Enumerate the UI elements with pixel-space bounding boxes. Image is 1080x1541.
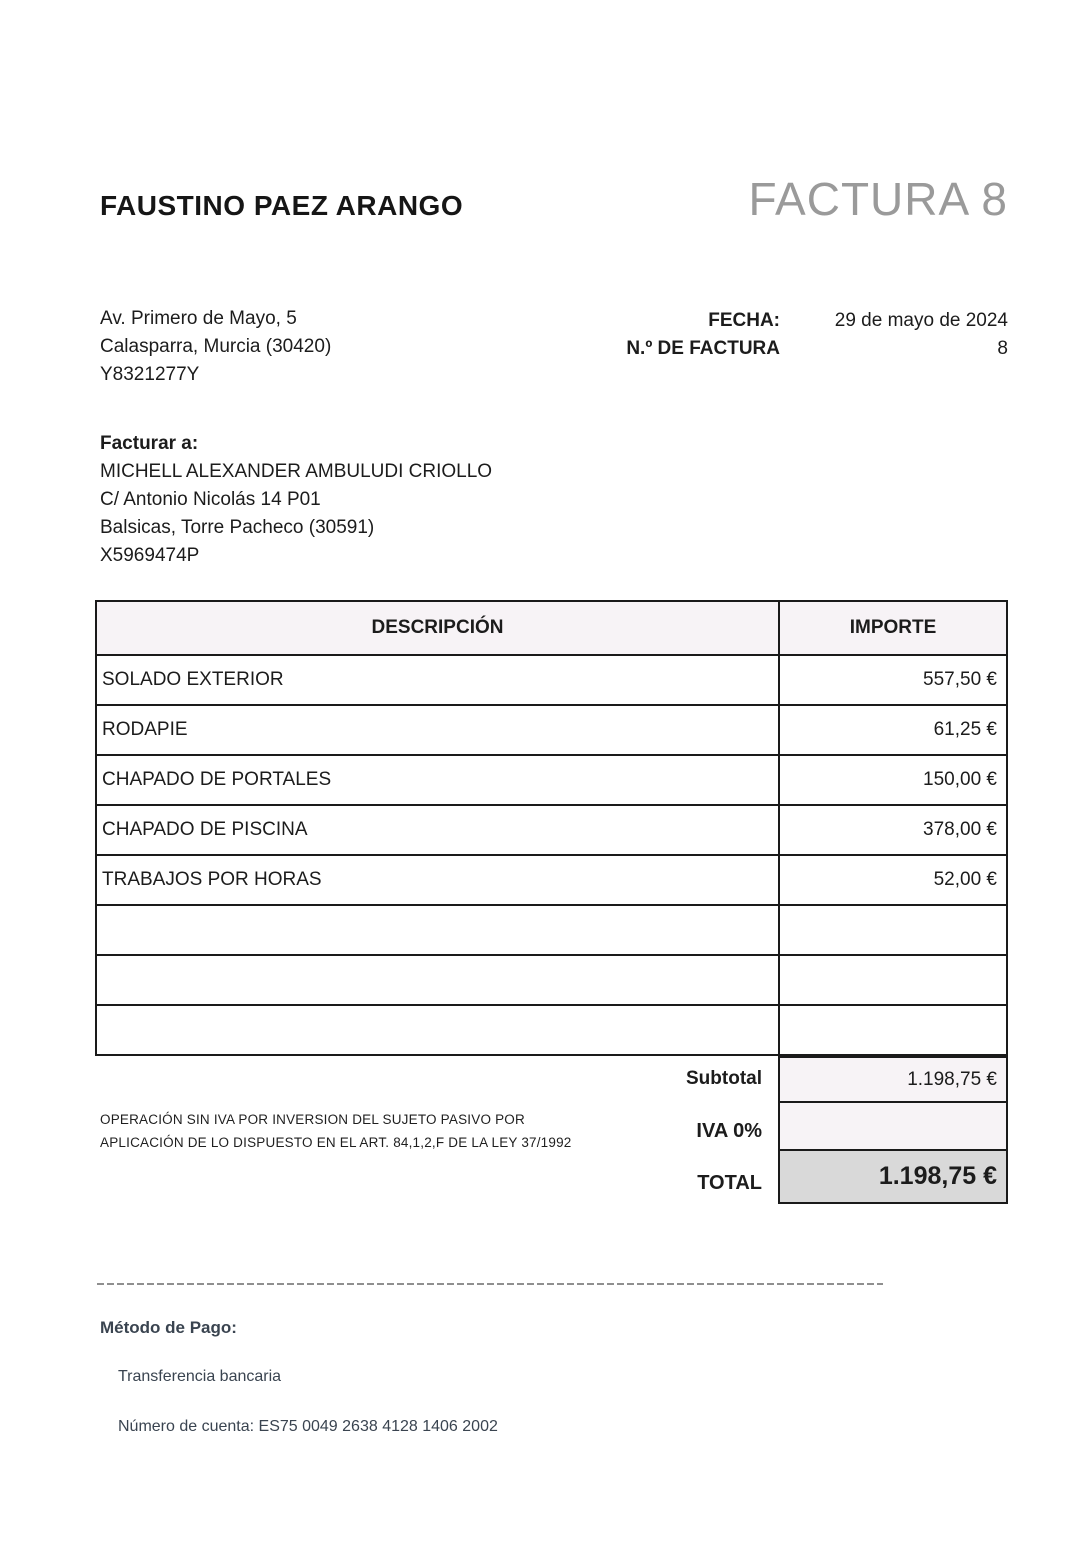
- bill-to-name: MICHELL ALEXANDER AMBULUDI CRIOLLO: [100, 461, 493, 482]
- item-description: TRABAJOS POR HORAS: [97, 856, 780, 904]
- invoice-number-value: 8: [997, 338, 1008, 359]
- item-description: [97, 956, 780, 1004]
- total-value: 1.198,75 €: [778, 1149, 1008, 1204]
- table-row: [97, 654, 1006, 704]
- payment-method-heading: Método de Pago:: [100, 1318, 237, 1337]
- invoice-date-row: [600, 307, 1008, 335]
- payment-account-number: Número de cuenta: ES75 0049 2638 4128 1406 2002: [118, 1418, 498, 1435]
- payment-method-value: Transferencia bancaria: [118, 1368, 282, 1385]
- item-description: [97, 1006, 780, 1054]
- totals-block: [778, 1056, 1008, 1204]
- subtotal-label: Subtotal: [686, 1068, 762, 1089]
- table-row: [97, 854, 1006, 904]
- seller-tax-id: Y8321277Y: [100, 364, 200, 385]
- date-value: 29 de mayo de 2024: [834, 310, 1008, 331]
- table-row-empty: [97, 1004, 1006, 1054]
- item-description: CHAPADO DE PORTALES: [97, 756, 780, 804]
- item-amount: [780, 956, 1006, 1004]
- item-description: [97, 906, 780, 954]
- item-amount: 150,00 €: [923, 769, 997, 790]
- item-amount: [780, 906, 1006, 954]
- footer-divider: [97, 1283, 883, 1285]
- company-name: FAUSTINO PAEZ ARANGO: [100, 190, 464, 221]
- tax-note-line1: OPERACIÓN SIN IVA POR INVERSION DEL SUJETO PASIVO POR: [100, 1112, 525, 1127]
- bill-to-tax-id: X5969474P: [100, 545, 200, 566]
- item-amount: [780, 1006, 1006, 1054]
- item-description: RODAPIE: [97, 706, 780, 754]
- subtotal-value: 1.198,75 €: [778, 1056, 1008, 1103]
- iva-label: IVA 0%: [696, 1120, 762, 1142]
- item-amount: 61,25 €: [933, 719, 997, 740]
- tax-exemption-note: [100, 1108, 572, 1154]
- seller-address-line1: Av. Primero de Mayo, 5: [100, 308, 297, 329]
- iva-value: [778, 1101, 1008, 1151]
- item-description: CHAPADO DE PISCINA: [97, 806, 780, 854]
- column-header-description: DESCRIPCIÓN: [97, 602, 780, 654]
- bill-to-block: [100, 430, 492, 570]
- table-row: [97, 804, 1006, 854]
- seller-address-line2: Calasparra, Murcia (30420): [100, 336, 332, 357]
- items-table: [95, 600, 1008, 1056]
- invoice-number-label: N.º DE FACTURA: [626, 338, 780, 359]
- table-row-empty: [97, 904, 1006, 954]
- document-title: FACTURA 8: [748, 173, 1008, 225]
- seller-address-block: [100, 305, 331, 389]
- item-amount: 378,00 €: [923, 819, 997, 840]
- invoice-meta-block: [600, 307, 1008, 363]
- bill-to-label: Facturar a:: [100, 433, 199, 454]
- date-label: FECHA:: [708, 310, 780, 331]
- item-description: SOLADO EXTERIOR: [97, 656, 780, 704]
- item-amount: 52,00 €: [933, 869, 997, 890]
- bill-to-address-line2: Balsicas, Torre Pacheco (30591): [100, 517, 375, 538]
- table-row: [97, 754, 1006, 804]
- table-row: [97, 704, 1006, 754]
- invoice-number-row: [600, 335, 1008, 363]
- table-header-row: [97, 602, 1006, 654]
- column-header-amount: IMPORTE: [849, 617, 937, 638]
- tax-note-line2: APLICACIÓN DE LO DISPUESTO EN EL ART. 84,1,2,F DE LA LEY 37/1992: [100, 1135, 572, 1150]
- table-row-empty: [97, 954, 1006, 1004]
- item-amount: 557,50 €: [923, 669, 997, 690]
- bill-to-address-line1: C/ Antonio Nicolás 14 P01: [100, 489, 321, 510]
- total-label: TOTAL: [697, 1172, 762, 1194]
